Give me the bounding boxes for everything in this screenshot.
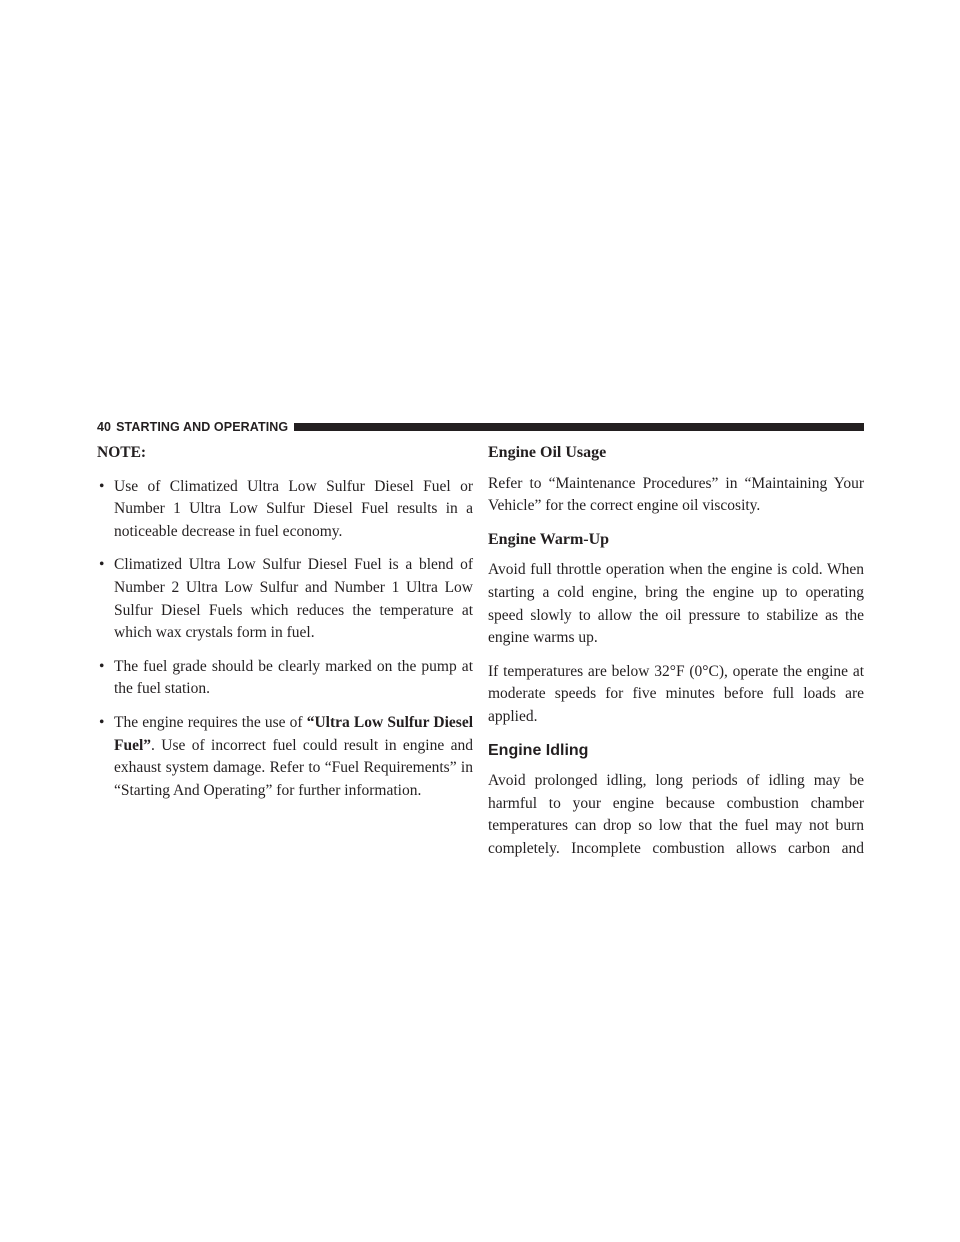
idling-paragraph: Avoid prolonged idling, long periods of idling may be harmful to your engine because combustion chamber temperatures can drop so low that the fuel may not burn completely. Incomplete combustion allows carbon and — [488, 772, 864, 857]
right-column — [488, 442, 864, 872]
note-label: NOTE: — [97, 444, 147, 461]
bullet-text: The fuel grade should be clearly marked on the pump at the fuel station. — [114, 657, 473, 698]
header-label — [97, 420, 288, 434]
section-title: STARTING AND OPERATING — [116, 420, 289, 434]
bullet-glyph: • — [99, 713, 105, 731]
list-item — [97, 656, 473, 701]
page-header — [97, 418, 864, 436]
list-item — [97, 712, 473, 802]
oil-usage-paragraph: Refer to “Maintenance Procedures” in “Maintaining Your Vehicle” for the correct engine oil viscosity. — [488, 474, 864, 515]
left-column — [97, 442, 473, 813]
heading-engine-idling: Engine Idling — [488, 741, 589, 759]
header-rule — [294, 423, 864, 431]
bullet-glyph: • — [99, 556, 105, 574]
bullet-glyph: • — [99, 657, 105, 675]
bullet-glyph: • — [99, 477, 105, 495]
bullet-text: Climatized Ultra Low Sulfur Diesel Fuel is a blend of Number 2 Ultra Low Sulfur and Number 1 Ultra Low Sulfur Diesel Fuels which reduces the temperature at which wax crystals form in fuel. — [114, 556, 473, 642]
bullet-text: Use of Climatized Ultra Low Sulfur Diesel Fuel or Number 1 Ultra Low Sulfur Diesel Fuel results in a noticeable decrease in fuel economy. — [114, 477, 473, 540]
note-bullet-list — [97, 476, 473, 803]
page-number: 40 — [97, 420, 112, 434]
fuel-type-emphasis: “Ultra Low Sulfur Diesel Fuel” — [114, 713, 474, 754]
bullet-text-before: The engine requires the use of — [114, 713, 307, 731]
bullet-text-after: . Use of incorrect fuel could result in engine and exhaust system damage. Refer to “Fuel Requirements” in “Starting And Operating” for further information. — [114, 736, 473, 799]
warm-up-paragraph: Avoid full throttle operation when the engine is cold. When starting a cold engine, bring the engine up to operating speed slowly to allow the oil pressure to stabilize as the engine warms up. — [488, 561, 864, 647]
heading-engine-oil-usage: Engine Oil Usage — [488, 444, 607, 461]
heading-engine-warm-up: Engine Warm-Up — [488, 530, 610, 548]
list-item — [97, 554, 473, 644]
list-item — [97, 476, 473, 544]
cold-temperature-paragraph: If temperatures are below 32°F (0°C), operate the engine at moderate speeds for five minutes before full loads are applied. — [488, 662, 864, 725]
